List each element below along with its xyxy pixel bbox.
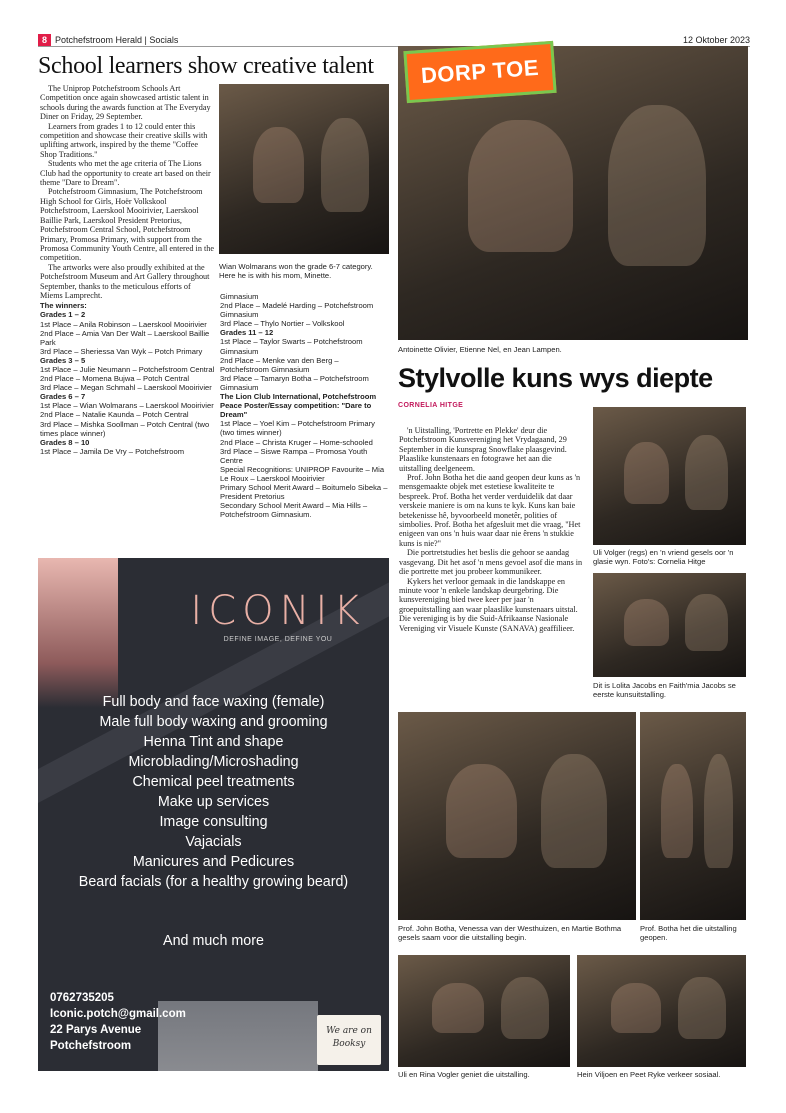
vogler-photo <box>398 955 570 1067</box>
ad-email[interactable]: Iconic.potch@gmail.com <box>50 1008 186 1020</box>
art-paragraph: Prof. John Botha het die aand geopen deur kuns as 'n mensgemaakte objek met estetiese kwaliteite te bespreek. Prof. Botha het verder verduidelik dat daar verskeie maniere is om na kuns te kyk. Kuns kan baie betekenisse hê, byvoorbeeld monetêr, polities of simbolies. Prof. Botha het afgesluit met die vraag, "Het enigeen van ons 'n huis waar daar nie êrens 'n stukkie kuns is nie?" <box>399 473 581 548</box>
winner-entry: 2nd Place – Menke van den Berg – Potchefstroom Gimnasium <box>220 355 339 374</box>
botha-opening-caption: Prof. Botha het die uitstalling geopen. <box>640 924 737 943</box>
service-item: Beard facials (for a healthy growing beard) <box>78 874 349 890</box>
issue-date: 12 Oktober 2023 <box>682 34 750 45</box>
winner-entry: 1st Place – Julie Neumann – Potchefstroom Central <box>40 365 215 374</box>
school-paragraph: Potchefstroom Gimnasium, The Potchefstroom High School for Girls, Hoër Volkskool Potchefstroom, Laerskool Mooirivier, Laerskool Baillie Park, Laerskool President Pretorius, Potchefstroom Central School, Potchefstroom Primary, Promosa Primary, with support from the Promosa Community Youth Centre, all entered in the competition. <box>40 187 214 263</box>
grade-heading: The Lion Club International, Potchefstroom Peace Poster/Essay competition: "Dare to Dream" <box>220 392 377 420</box>
school-article-body <box>40 84 215 456</box>
grade-heading: Grades 1 – 2 <box>40 310 86 320</box>
iconik-logo <box>178 588 378 643</box>
winner-entry: 3rd Place – Megan Schmahl – Laerskool Mooirivier <box>40 383 212 393</box>
ad-phone[interactable]: 0762735205 <box>50 992 114 1004</box>
grade-heading: Grades 8 – 10 <box>40 437 90 447</box>
school-paragraph: The artworks were also proudly exhibited at the Potchefstroom Museum and Art Gallery throughout September, thanks to the meticulous efforts of Miems Lamprecht. <box>40 262 210 300</box>
winners-list-col1 <box>40 301 215 456</box>
service-item: Full body and face waxing (female) <box>102 694 325 710</box>
winners-title: The winners: <box>40 301 87 311</box>
school-headline: School learners show creative talent <box>38 53 374 79</box>
viljoen-photo <box>577 955 746 1067</box>
service-item: Vajacials <box>185 834 242 850</box>
winner-entry: 2nd Place – Christa Kruger – Home-schooled <box>220 437 373 447</box>
service-item: Make up services <box>157 794 270 810</box>
ad-contact <box>50 990 186 1054</box>
booksy-badge[interactable] <box>317 1015 381 1065</box>
brand-tagline: DEFINE IMAGE, DEFINE YOU <box>223 636 333 643</box>
services-list <box>38 692 389 892</box>
service-item: Image consulting <box>159 814 268 830</box>
grade-heading: Grades 3 – 5 <box>40 355 86 365</box>
grade-heading: Grades 6 – 7 <box>40 392 86 402</box>
page-header <box>38 33 750 47</box>
winner-entry: 3rd Place – Sheriessa Van Wyk – Potch Primary <box>40 346 203 356</box>
jacobs-photo <box>593 573 746 677</box>
byline: CORNELIA HITGE <box>398 402 464 409</box>
service-item: Chemical peel treatments <box>132 774 295 790</box>
winner-entry: Primary School Merit Award – Boitumelo Sibeka – President Pretorius <box>220 482 388 502</box>
art-headline: Stylvolle kuns wys diepte <box>398 363 713 393</box>
school-paragraph: Students who met the age criteria of The Lions Club had the opportunity to create art based on their theme "Dare to Dream". <box>40 159 211 188</box>
botha-group-photo <box>398 712 636 920</box>
service-item: Male full body waxing and grooming <box>99 714 328 730</box>
art-paragraph: Die portretstudies het beslis die gehoor se aandag vasgevang. Dit het asof 'n mens gevoel asof die mans in die portrette met jou probeer kommunikeer. <box>399 548 583 577</box>
ad-address-line2: Potchefstroom <box>50 1040 132 1052</box>
main-photo-caption: Antoinette Olivier, Etienne Nel, en Jean Lampen. <box>398 345 562 354</box>
booksy-line2: Booksy <box>332 1039 366 1049</box>
jacobs-caption: Dit is Lolita Jacobs en Faith'mia Jacobs se eerste kunsuitstalling. <box>593 681 736 700</box>
volger-photo <box>593 407 746 545</box>
page-number: 8 <box>38 34 51 46</box>
wian-photo-caption: Wian Wolmarans won the grade 6-7 category. Here he is with his mom, Minette. <box>219 262 373 281</box>
winner-entry: 2nd Place – Momena Bujwa – Potch Central <box>40 374 190 384</box>
booksy-line1: We are on <box>326 1026 372 1036</box>
winner-entry: 1st Place – Yoel Kim – Potchefstroom Primary (two times winner) <box>220 419 375 438</box>
winner-entry: 3rd Place – Thylo Nortier – Volkskool <box>220 319 345 329</box>
ad-rose-image <box>38 558 118 708</box>
winner-entry: 2nd Place – Natalie Kaunda – Potch Central <box>40 410 189 420</box>
winner-entry: 3rd Place – Tamaryn Botha – Potchefstroom Gimnasium <box>220 373 369 392</box>
ad-more: And much more <box>163 933 264 949</box>
winner-entry: Special Recognitions: UNIPROP Favourite – Mia Le Roux – Laerskool Mooirivier <box>220 464 385 483</box>
service-item: Manicures and Pedicures <box>132 854 295 870</box>
botha-opening-photo <box>640 712 746 920</box>
art-article-body <box>399 426 584 633</box>
grade-heading: Grades 11 – 12 <box>220 328 274 338</box>
winners-list-col2 <box>220 292 388 519</box>
winner-entry: 1st Place – Anila Robinson – Laerskool Mooirivier <box>40 319 207 329</box>
vogler-caption: Uli en Rina Vogler geniet die uitstalling. <box>398 1070 530 1079</box>
volger-caption: Uli Volger (regs) en 'n vriend gesels oor 'n glasie wyn. Foto's: Cornelia Hitge <box>593 548 734 567</box>
viljoen-caption: Hein Viljoen en Peet Ryke verkeer sosiaal. <box>577 1070 721 1079</box>
winner-entry: 1st Place – Wian Wolmarans – Laerskool Mooirivier <box>40 401 214 411</box>
winner-entry: 3rd Place – Siswe Rampa – Promosa Youth Centre <box>220 446 368 465</box>
winner-entry: Gimnasium <box>220 292 259 301</box>
school-paragraph: The Uniprop Potchefstroom Schools Art Competition once again showcased artistic talent in schools during the awards function at The Everyday Diner on Friday, 29 September. <box>40 84 211 122</box>
school-paragraph: Learners from grades 1 to 12 could enter this competition and showcase their creative skills with uplifting artwork, inspired by the theme "Coffee Shop Traditions." <box>40 121 208 159</box>
iconik-advert <box>38 558 389 1071</box>
winner-entry: 1st Place – Taylor Swarts – Potchefstroom Gimnasium <box>220 337 363 356</box>
winner-entry: 3rd Place – Mishka Soollman – Potch Central (two times place winner) <box>40 419 210 438</box>
winner-entry: Secondary School Merit Award – Mia Hills – Potchefstroom Gimnasium. <box>220 501 368 520</box>
art-paragraph: 'n Uitstalling, 'Portrette en Plekke' deur die Potchefstroom Kunsvereniging het Vrydagaand, 29 September in die kunsprag Snowflake plaasgevind. Plaaslike kunstenaars en fotograwe het aan die uitstalling deelgeneem. <box>399 426 567 473</box>
ad-address-line1: 22 Parys Avenue <box>50 1024 142 1036</box>
publication-name: Potchefstroom Herald | Socials <box>55 34 179 45</box>
brand-wordmark: ICONIK <box>190 588 366 634</box>
service-item: Henna Tint and shape <box>143 734 284 750</box>
service-item: Microblading/Microshading <box>128 754 299 770</box>
winner-entry: 2nd Place – Amia Van Der Walt – Laerskool Baillie Park <box>40 328 210 347</box>
art-paragraph: Kykers het verloor gemaak in die landskappe en minute voor 'n enkele landskap deurgebring. Die kunsvereniging bied twee keer per jaar 'n groepuitstalling aan waar plaaslike kunstenaars uitstal. Die vereniging is by die Suid-Afrikaanse Nasionale Vereniging vir Visuele Kunste (SANAVA) geaffilieer. <box>399 576 578 633</box>
dorp-toe-badge: DORP TOE <box>403 41 556 103</box>
winner-entry: 2nd Place – Madelé Harding – Potchefstroom Gimnasium <box>220 301 374 320</box>
wian-wolmarans-photo <box>219 84 389 254</box>
winner-entry: 1st Place – Jamila De Vry – Potchefstroom <box>40 446 185 456</box>
botha-group-caption: Prof. John Botha, Venessa van der Westhuizen, en Martie Bothma gesels saam voor die uitstalling begin. <box>398 924 622 943</box>
